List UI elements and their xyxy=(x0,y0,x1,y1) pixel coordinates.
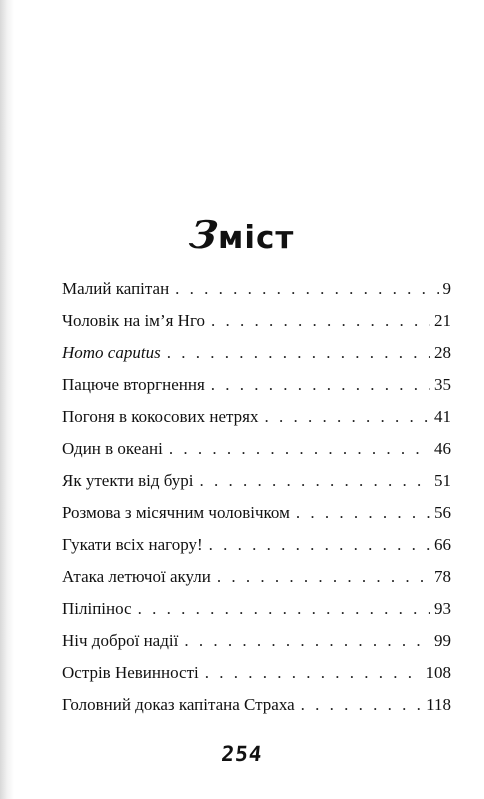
toc-entry-page: 56 xyxy=(434,503,451,522)
toc-entry-page: 93 xyxy=(434,599,451,618)
toc-entry xyxy=(62,439,451,471)
toc-entry-page: 108 xyxy=(425,663,451,682)
toc-entry xyxy=(62,631,451,663)
toc-entry xyxy=(62,279,451,311)
toc-entry-page: 21 xyxy=(434,311,451,330)
toc-entry-title: Homo caputus xyxy=(62,343,161,362)
page-gutter-shadow xyxy=(0,0,14,799)
toc-leader-dots xyxy=(175,279,438,299)
toc-entry xyxy=(62,343,451,375)
toc-entry-page: 118 xyxy=(426,695,451,714)
toc-entry-title: Головний доказ капітана Страха xyxy=(62,695,295,714)
toc-entry xyxy=(62,695,451,727)
toc-entry-page: 35 xyxy=(434,375,451,394)
table-of-contents xyxy=(62,279,451,727)
toc-leader-dots xyxy=(265,407,430,427)
toc-entry-title: Піліпінос xyxy=(62,599,132,618)
toc-entry-title: Малий капітан xyxy=(62,279,170,298)
toc-entry xyxy=(62,311,451,343)
toc-entry xyxy=(62,471,451,503)
toc-leader-dots xyxy=(184,631,430,651)
toc-leader-dots xyxy=(211,375,430,395)
toc-entry-page: 28 xyxy=(434,343,451,362)
page-number: 254 xyxy=(220,742,264,766)
toc-entry-page: 99 xyxy=(434,631,451,650)
toc-entry-title: Атака летючої акули xyxy=(62,567,211,586)
toc-entry-page: 51 xyxy=(434,471,451,490)
toc-leader-dots xyxy=(296,503,430,523)
toc-leader-dots xyxy=(209,535,430,555)
toc-entry xyxy=(62,535,451,567)
toc-leader-dots xyxy=(200,471,430,491)
toc-entry-page: 41 xyxy=(434,407,451,426)
toc-entry-title: Острів Невинності xyxy=(62,663,199,682)
toc-entry xyxy=(62,599,451,631)
page-title xyxy=(0,212,484,262)
toc-entry-title: Пацюче вторгнення xyxy=(62,375,205,394)
toc-entry-page: 46 xyxy=(434,439,451,458)
toc-entry-page: 9 xyxy=(442,279,451,298)
toc-entry xyxy=(62,503,451,535)
toc-entry-title: Гукати всіх нагору! xyxy=(62,535,203,554)
toc-leader-dots xyxy=(169,439,430,459)
toc-leader-dots xyxy=(138,599,430,619)
toc-leader-dots xyxy=(211,311,430,331)
toc-entry-page: 66 xyxy=(434,535,451,554)
title-decorative-initial: З xyxy=(186,212,222,257)
toc-leader-dots xyxy=(167,343,430,363)
toc-entry-title: Один в океані xyxy=(62,439,163,458)
toc-entry xyxy=(62,407,451,439)
toc-entry-title: Розмова з місячним чоловічком xyxy=(62,503,290,522)
toc-leader-dots xyxy=(301,695,422,715)
title-text: міст xyxy=(218,220,295,256)
toc-leader-dots xyxy=(217,567,430,587)
toc-entry-title: Чоловік на ім’я Нго xyxy=(62,311,205,330)
toc-entry-title: Ніч доброї надії xyxy=(62,631,179,650)
toc-entry-title: Погоня в кокосових нетрях xyxy=(62,407,259,426)
toc-entry-page: 78 xyxy=(434,567,451,586)
toc-entry-title: Як утекти від бурі xyxy=(62,471,194,490)
toc-entry xyxy=(62,375,451,407)
toc-entry xyxy=(62,663,451,695)
toc-leader-dots xyxy=(205,663,422,683)
toc-entry xyxy=(62,567,451,599)
